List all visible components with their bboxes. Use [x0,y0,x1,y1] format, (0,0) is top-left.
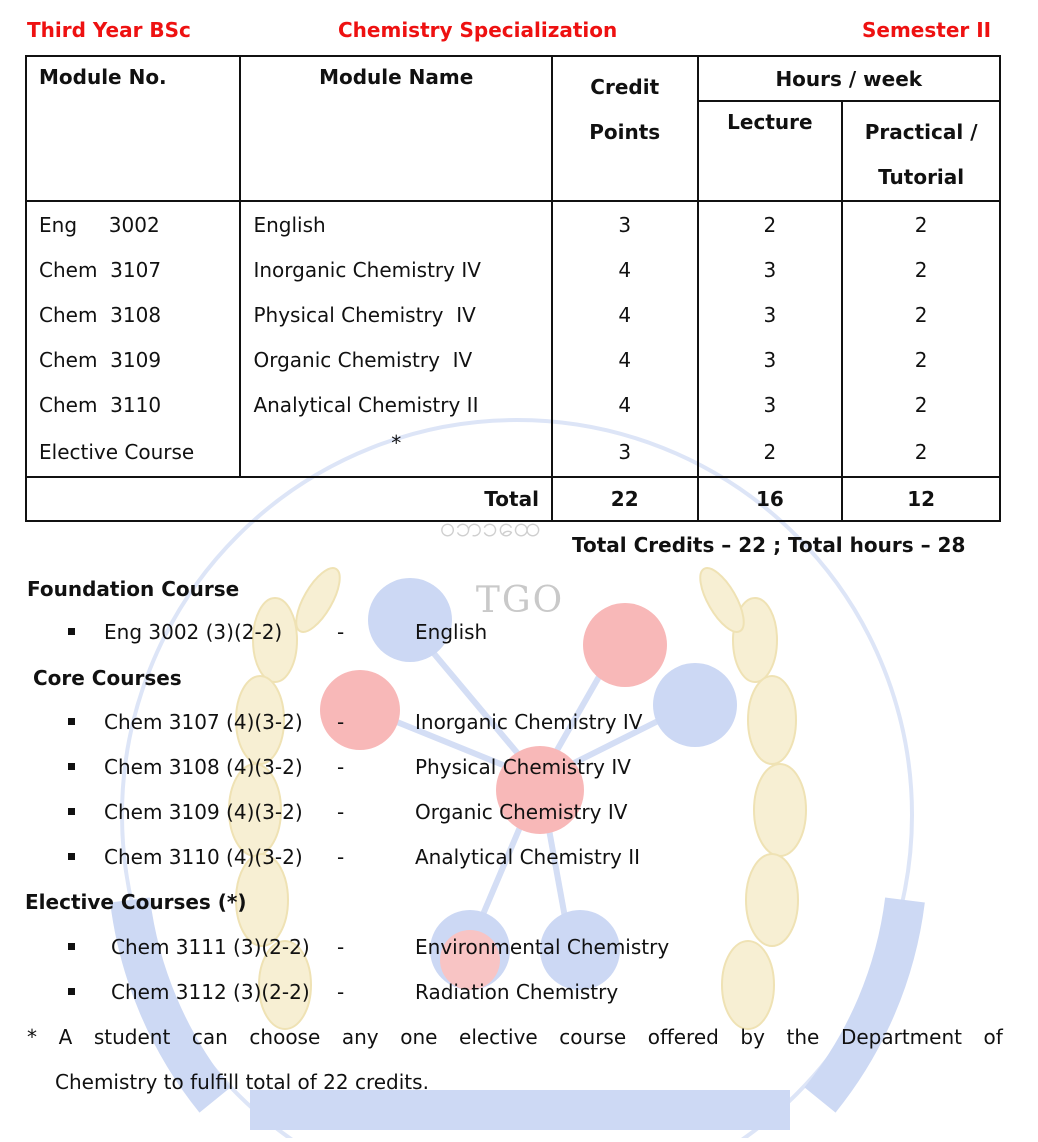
course-code: Chem 3112 (3)(2-2) [111,980,310,1004]
practical-cell: 2 [842,382,1000,427]
table-row [26,247,1000,292]
total-row [26,477,1000,521]
header-specialization: Chemistry Specialization [338,18,618,42]
col-practical [842,101,1000,201]
total-label: Total [26,477,552,521]
course-name: Inorganic Chemistry IV [415,710,643,734]
total-lecture: 16 [698,477,843,521]
module-name-cell: Organic Chemistry IV [240,337,551,382]
course-code: Eng 3002 (3)(2-2) [104,620,283,644]
course-dash: - [337,935,345,959]
footnote-word: can [191,1025,228,1049]
course-name: Analytical Chemistry II [415,845,641,869]
course-name: Organic Chemistry IV [415,800,628,824]
footnote-word: by [740,1025,765,1049]
practical-cell: 2 [842,201,1000,247]
bullet-icon [68,853,75,860]
course-code: Chem 3108 (4)(3-2) [104,755,303,779]
totals-line: Total Credits – 22 ; Total hours – 28 [572,533,966,557]
module-name-cell: Physical Chemistry IV [240,292,551,337]
watermark-script: ဝဘၥထေ [439,510,541,543]
credit-cell: 4 [552,382,698,427]
table-row [26,201,1000,247]
bullet-icon [68,943,75,950]
footnote-word: course [559,1025,627,1049]
footnote-word: A [58,1025,73,1049]
col-module-no: Module No. [26,56,240,201]
course-code: Chem 3110 (4)(3-2) [104,845,303,869]
practical-cell: 2 [842,247,1000,292]
module-no-cell: Chem 3108 [26,292,240,337]
module-no-cell: Eng 3002 [26,201,240,247]
credit-cell: 4 [552,292,698,337]
footnote-word: student [93,1025,171,1049]
course-name: Physical Chemistry IV [415,755,631,779]
course-name: English [415,620,488,644]
credit-line-2: Points [589,120,661,144]
module-name-cell: Inorganic Chemistry IV [240,247,551,292]
module-table [25,55,1001,522]
col-lecture: Lecture [698,101,843,201]
course-code: Chem 3109 (4)(3-2) [104,800,303,824]
footnote-line-2: Chemistry to fulfill total of 22 credits. [55,1070,429,1094]
footnote-star: * [27,1025,37,1049]
module-no-cell: Chem 3109 [26,337,240,382]
course-dash: - [337,845,345,869]
credit-cell: 3 [552,427,698,477]
bullet-icon [68,718,75,725]
module-name-cell: * [240,427,551,477]
credit-cell: 4 [552,337,698,382]
bullet-icon [68,808,75,815]
footnote-word: one [400,1025,438,1049]
credit-cell: 4 [552,247,698,292]
total-practical: 12 [842,477,1000,521]
practical-cell: 2 [842,427,1000,477]
module-no-cell: Elective Course [26,427,240,477]
core-title: Core Courses [33,666,182,690]
foundation-title: Foundation Course [27,577,240,601]
course-dash: - [337,620,345,644]
lecture-cell: 3 [698,382,843,427]
course-dash: - [337,710,345,734]
practical-line-2: Tutorial [878,165,965,189]
course-code: Chem 3111 (3)(2-2) [111,935,310,959]
table-row [26,382,1000,427]
course-dash: - [337,800,345,824]
module-no-cell: Chem 3110 [26,382,240,427]
lecture-cell: 2 [698,427,843,477]
table-row [26,292,1000,337]
bullet-icon [68,763,75,770]
header-semester: Semester II [862,18,992,42]
credit-line-1: Credit [590,75,660,99]
course-name: Radiation Chemistry [415,980,619,1004]
course-name: Environmental Chemistry [415,935,670,959]
bullet-icon [68,628,75,635]
col-credit-points [552,56,698,201]
practical-cell: 2 [842,292,1000,337]
footnote-word: Department [840,1025,962,1049]
footnote-word: the [786,1025,820,1049]
footnote-word: offered [647,1025,719,1049]
footnote-word: choose [249,1025,321,1049]
lecture-cell: 2 [698,201,843,247]
lecture-cell: 3 [698,292,843,337]
course-code: Chem 3107 (4)(3-2) [104,710,303,734]
bullet-icon [68,988,75,995]
lecture-cell: 3 [698,247,843,292]
module-name-cell: Analytical Chemistry II [240,382,551,427]
table-row [26,427,1000,477]
lecture-cell: 3 [698,337,843,382]
total-credit: 22 [552,477,698,521]
footnote-word: elective [459,1025,538,1049]
module-name-cell: English [240,201,551,247]
practical-cell: 2 [842,337,1000,382]
footnote-word: of [983,1025,1003,1049]
elective-title: Elective Courses (*) [25,890,247,914]
header-year: Third Year BSc [27,18,191,42]
table-row [26,337,1000,382]
course-dash: - [337,755,345,779]
credit-cell: 3 [552,201,698,247]
col-hours-week: Hours / week [698,56,1000,101]
footnote-word: any [341,1025,379,1049]
watermark-text: TGO [475,580,565,621]
table-header-row-1 [26,56,1000,101]
footnote-line-1 [27,1025,1003,1049]
module-no-cell: Chem 3107 [26,247,240,292]
practical-line-1: Practical / [864,120,978,144]
col-module-name: Module Name [240,56,551,201]
course-dash: - [337,980,345,1004]
